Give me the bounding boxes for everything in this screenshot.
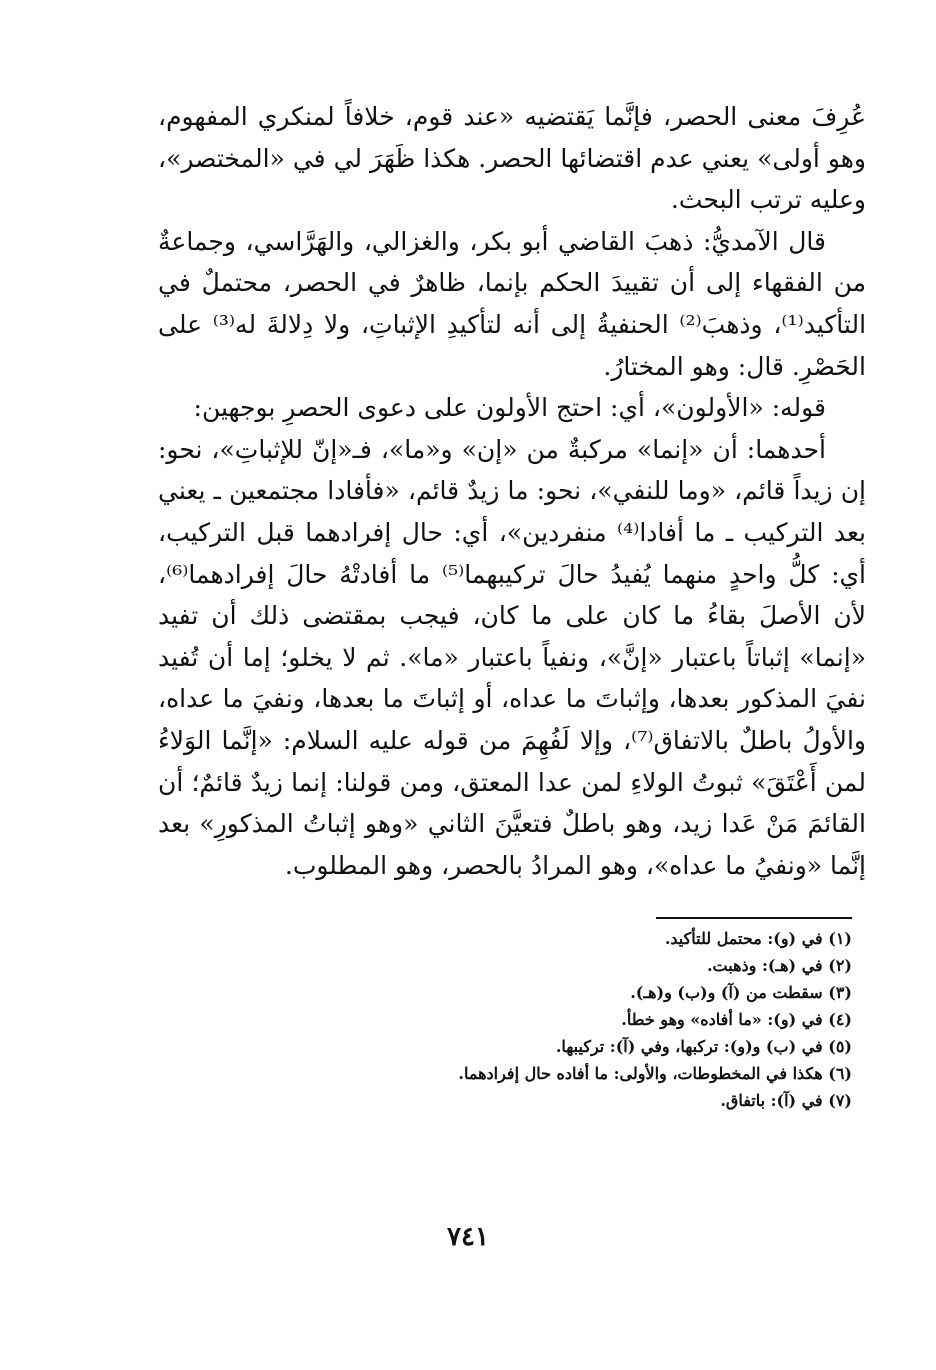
paragraph-2: قال الآمديُّ: ذهبَ القاضي أبو بكر، والغزالي، والهَرَّاسي، وجماعةٌ من الفقهاء إلى أن تقييدَ الحكم بإنما، ظاهرٌ في الحصر، محتملٌ في التأكيد⁽¹⁾، وذهبَ⁽²⁾ الحنفيةُ إلى أنه لتأكيدِ الإثباتِ، ولا دِلالةَ له⁽³⁾ على الحَصْرِ. قال: وهو المختارُ.: [158, 226, 867, 381]
footnote-7: (٧) في (آ): باتفاق.: [720, 1091, 852, 1110]
footnote-2: (٢) في (هـ): وذهبت.: [706, 956, 852, 975]
main-text: [158, 96, 866, 886]
footnote-3: (٣) سقطت من (آ) و(ب) و(هـ).: [630, 983, 852, 1002]
paragraph-1: عُرِفَ معنى الحصر، فإنَّما يَقتضيه «عند قوم، خلافاً لمنكري المفهوم، وهو أولى» يعني عدم اقتضائها الحصر. هكذا ظَهَرَ لي في «المختصر»، وعليه ترتب البحث.: [158, 102, 866, 215]
footnote-4: (٤) في (و): «ما أفاده» وهو خطأ.: [621, 1010, 852, 1029]
page-number: ٧٤١: [447, 1222, 489, 1252]
footnote-1: (١) في (و): محتمل للتأكيد.: [664, 929, 852, 948]
footnote-5: (٥) في (ب) و(و): تركبها، وفي (آ): تركيبها.: [555, 1037, 852, 1056]
footnote-separator: [656, 917, 852, 919]
footnote-6: (٦) هكذا في المخطوطات، والأولى: ما أفاده حال إفرادهما.: [458, 1064, 852, 1083]
paragraph-3: قوله: «الأولون»، أي: احتج الأولون على دعوى الحصرِ بوجهين:: [193, 393, 826, 423]
paragraph-4: أحدهما: أن «إنما» مركبةٌ من «إن» و«ما»، فـ«إنّ للإثباتِ»، نحو: إن زيداً قائم، «وما للنفي»، نحو: ما زيدٌ قائم، «فأفادا مجتمعين ـ يعني بعد التركيب ـ ما أفادا⁽⁴⁾ منفردين»، أي: حال إفرادهما قبل التركيب، أي: كلُّ واحدٍ منهما يُفيدُ حالَ تركيبهما⁽⁵⁾ ما أفادتْهُ حالَ إفرادهما⁽⁶⁾، لأن الأصلَ بقاءُ ما كان على ما كان، فيجب بمقتضى ذلك أن تفيد «إنما» إثباتاً باعتبار «إنَّ»، ونفياً باعتبار «ما». ثم لا يخلو؛ إما أن تُفيد نفيَ المذكور بعدها، وإثباتَ ما عداه، أو إثباتَ ما بعدها، ونفيَ ما عداه، والأولُ باطلٌ بالاتفاق⁽⁷⁾، وإلا لَفُهِمَ من قوله عليه السلام: «إنَّما الوَلاءُ لمن أَعْتَقَ» ثبوتُ الولاءِ لمن عدا المعتق، ومن قولنا: إنما زيدٌ قائمٌ؛ أن القائمَ مَنْ عَدا زيد، وهو باطلٌ فتعيَّنَ الثاني «وهو إثباتُ المذكورِ» بعد إنَّما «ونفيُ ما عداه»، وهو المرادُ بالحصر، وهو المطلوب.: [158, 434, 867, 880]
footnotes: [300, 925, 852, 1114]
